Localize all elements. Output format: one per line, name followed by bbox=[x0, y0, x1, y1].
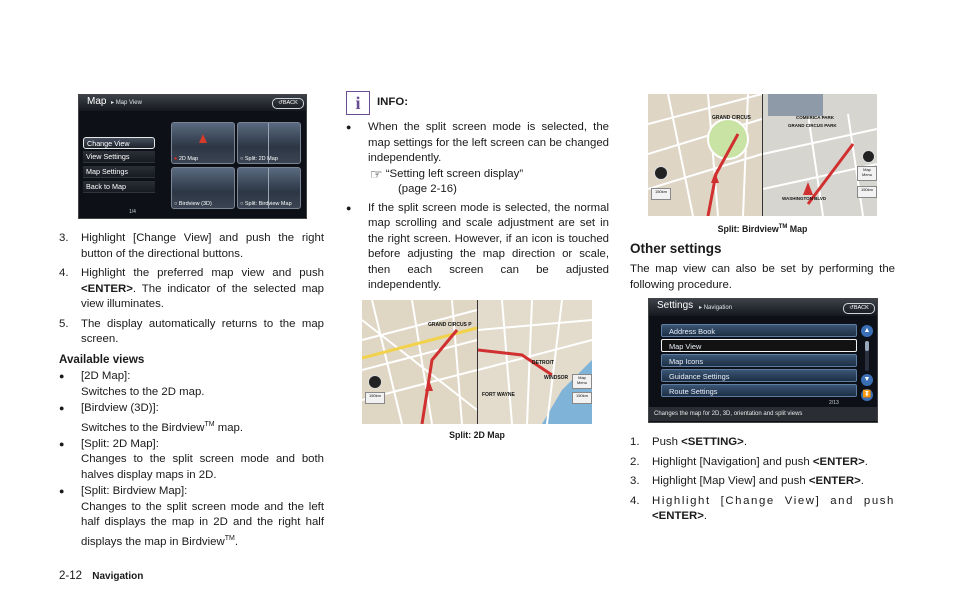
step-text bbox=[652, 435, 895, 451]
map-menu-button[interactable]: Map Menu bbox=[572, 374, 592, 389]
back-label: BACK bbox=[282, 100, 298, 106]
reference-page: (page 2-16) bbox=[398, 183, 457, 195]
tile-label: 2D Map bbox=[178, 156, 199, 162]
view-desc: Switches to the 2D map. bbox=[81, 385, 205, 398]
step-text-pre: Highlight [Change View] and push bbox=[652, 494, 895, 507]
back-label: BACK bbox=[853, 305, 869, 311]
trademark: TM bbox=[778, 224, 788, 231]
status-bar: Changes the map for 2D, 3D, orientation and split views bbox=[649, 407, 877, 421]
tile-split-birdview-map[interactable]: ○ Split: Birdview Map bbox=[237, 167, 301, 209]
bullet-icon: ● bbox=[59, 486, 65, 497]
scrollbar-thumb[interactable] bbox=[865, 341, 869, 351]
bullet-icon: ● bbox=[346, 202, 352, 213]
screen-header bbox=[79, 95, 306, 111]
page-footer bbox=[59, 570, 143, 582]
view-item bbox=[59, 401, 324, 417]
reference-hand-icon: ☞ bbox=[370, 165, 383, 182]
step-text-pre: Push bbox=[652, 436, 682, 448]
bullet-icon: ● bbox=[59, 403, 65, 413]
info-bullet bbox=[346, 201, 609, 294]
tile-birdview-3d[interactable]: ○ Birdview (3D) bbox=[171, 167, 235, 209]
col1-steps bbox=[59, 231, 324, 550]
step-text-pre: Highlight [Navigation] and push bbox=[652, 455, 813, 468]
info-bullet-text: When the split screen mode is selected, the map settings for the left screen can be changed independently. bbox=[368, 121, 609, 164]
step-number: 5. bbox=[59, 317, 69, 330]
setting-key: <SETTING> bbox=[681, 436, 744, 448]
menu-item-change-view[interactable]: Change View bbox=[83, 137, 155, 149]
view-desc-pre: Switches to the Birdview bbox=[81, 421, 205, 434]
step-number: 4. bbox=[630, 494, 640, 507]
scroll-down-icon[interactable]: ▼ bbox=[861, 374, 873, 386]
available-views-heading: Available views bbox=[59, 352, 145, 366]
scroll-down-page-icon[interactable]: ⏬ bbox=[861, 389, 873, 401]
section-name: Navigation bbox=[92, 571, 144, 582]
view-label: [2D Map]: bbox=[81, 370, 131, 382]
compass-icon bbox=[654, 166, 668, 180]
change-view-screenshot bbox=[78, 94, 307, 219]
page-indicator: 1/4 bbox=[129, 209, 136, 215]
menu-item-map-view[interactable]: Map View bbox=[661, 339, 857, 352]
back-button[interactable] bbox=[843, 303, 875, 314]
map-menu-button[interactable]: Map Menu bbox=[857, 166, 877, 181]
map-label: DETROIT bbox=[532, 360, 554, 366]
step-item bbox=[59, 231, 324, 262]
screen-title: Map bbox=[87, 96, 107, 107]
trademark: TM bbox=[224, 534, 235, 542]
settings-screenshot bbox=[648, 298, 878, 423]
back-button[interactable] bbox=[272, 98, 304, 109]
page-number: 2-12 bbox=[59, 570, 83, 582]
info-icon: i bbox=[346, 91, 370, 115]
back-icon: ↺ bbox=[278, 100, 283, 106]
caption-pre: Split: Birdview bbox=[717, 224, 779, 234]
figure-caption: Split: 2D Map bbox=[449, 430, 505, 440]
view-item bbox=[59, 484, 324, 500]
step-text-post: . The indicator of the selected map view illuminates. bbox=[81, 282, 324, 310]
view-item bbox=[59, 369, 324, 385]
scale-button[interactable]: 150km bbox=[365, 392, 385, 404]
tile-arrow-icon bbox=[199, 134, 207, 143]
menu-item-route-settings[interactable]: Route Settings bbox=[661, 384, 857, 397]
map-label: COMERICA PARK bbox=[796, 115, 834, 120]
enter-key: <ENTER> bbox=[808, 475, 861, 487]
screen-title: Settings bbox=[657, 300, 694, 311]
step-item bbox=[630, 455, 895, 471]
trademark: TM bbox=[204, 420, 215, 428]
tile-label: Split: 2D Map bbox=[244, 156, 278, 162]
info-heading: INFO: bbox=[377, 96, 409, 108]
view-desc-post: . bbox=[234, 535, 238, 548]
step-text bbox=[81, 266, 324, 313]
tile-label: Split: Birdview Map bbox=[244, 201, 292, 207]
step-text-post: . bbox=[703, 510, 709, 522]
tile-split-2d-map[interactable]: ○ Split: 2D Map bbox=[237, 122, 301, 164]
view-item bbox=[59, 437, 324, 453]
step-number: 3. bbox=[630, 475, 640, 487]
figure-caption bbox=[648, 224, 877, 234]
step-text-pre: Highlight the preferred map view and push bbox=[81, 267, 324, 279]
step-text-post: . bbox=[864, 455, 868, 468]
screen-subtitle: ▸ Navigation bbox=[699, 305, 733, 311]
menu-item-address-book[interactable]: Address Book bbox=[661, 324, 857, 337]
enter-key: <ENTER> bbox=[812, 455, 865, 468]
split-birdview-map-screenshot bbox=[648, 94, 877, 216]
step-text-post: . bbox=[860, 475, 864, 487]
enter-key: <ENTER> bbox=[81, 282, 133, 295]
scroll-up-icon[interactable]: ▲ bbox=[861, 325, 873, 337]
bullet-icon: ● bbox=[346, 122, 352, 132]
step-number: 2. bbox=[630, 455, 640, 468]
caption-post: Map bbox=[787, 224, 808, 234]
step-item bbox=[630, 435, 895, 451]
compass-icon bbox=[368, 375, 382, 389]
vehicle-marker-icon bbox=[425, 380, 433, 391]
scale-button[interactable]: 150km bbox=[572, 392, 592, 404]
map-label: GRAND CIRCUS bbox=[712, 115, 751, 121]
page-indicator: 2/13 bbox=[829, 400, 839, 406]
scale-button[interactable]: 150km bbox=[651, 188, 671, 200]
menu-item-map-icons[interactable]: Map Icons bbox=[661, 354, 857, 367]
scrollbar[interactable] bbox=[865, 341, 869, 371]
other-settings-intro: The map view can also be set by performing the following procedure. bbox=[630, 263, 895, 291]
other-steps bbox=[630, 435, 895, 525]
step-item bbox=[59, 266, 324, 313]
step-text-post: . bbox=[743, 436, 747, 448]
vehicle-marker-icon bbox=[711, 172, 719, 183]
info-body bbox=[346, 120, 609, 294]
view-desc-pre: Changes to the split screen mode and the left half displays the map in 2D and the right half displays the map in Birdview bbox=[81, 500, 324, 548]
menu-item-map-settings[interactable]: Map Settings bbox=[83, 166, 155, 178]
map-label: FORT WAYNE bbox=[482, 392, 515, 398]
compass-icon bbox=[862, 150, 875, 163]
view-desc: Changes to the split screen mode and both halves display maps in 2D. bbox=[81, 453, 324, 481]
step-number: 4. bbox=[59, 267, 69, 279]
step-item bbox=[630, 494, 895, 525]
map-label: GRAND CIRCUS PARK bbox=[788, 123, 837, 128]
view-desc-post: map. bbox=[214, 421, 244, 434]
menu-item-back-to-map[interactable]: Back to Map bbox=[83, 181, 155, 193]
screen-subtitle-text: Navigation bbox=[703, 305, 733, 311]
tile-2d-map[interactable] bbox=[171, 122, 235, 164]
view-label: [Split: Birdview Map]: bbox=[81, 485, 188, 498]
back-icon: ↺ bbox=[849, 305, 854, 311]
step-text bbox=[652, 474, 895, 490]
view-desc bbox=[59, 500, 324, 550]
map-label: WASHINGTON BLVD bbox=[782, 196, 827, 201]
step-number: 3. bbox=[59, 232, 69, 244]
step-item bbox=[59, 317, 324, 348]
map-roads bbox=[648, 94, 877, 216]
view-label: [Birdview (3D)]: bbox=[81, 402, 159, 414]
view-desc bbox=[59, 417, 324, 436]
screen-header bbox=[649, 299, 877, 316]
step-number: 1. bbox=[630, 436, 640, 448]
menu-item-view-settings[interactable]: View Settings bbox=[83, 151, 155, 163]
other-settings-heading: Other settings bbox=[630, 241, 722, 256]
page-reference bbox=[346, 167, 609, 198]
bullet-icon: ● bbox=[59, 438, 65, 449]
step-text: The display automatically returns to the map screen. bbox=[81, 317, 324, 345]
screen-subtitle: ▸ Map View bbox=[111, 100, 142, 106]
step-text bbox=[652, 455, 895, 471]
map-label: GRAND CIRCUS P bbox=[428, 322, 472, 328]
vehicle-marker-icon bbox=[803, 182, 813, 195]
tile-label: Birdview (3D) bbox=[178, 201, 212, 207]
reference-text: “Setting left screen display” bbox=[385, 167, 524, 180]
info-bullet bbox=[346, 120, 609, 167]
map-label: WINDSOR bbox=[544, 375, 569, 381]
selected-indicator-icon: ● bbox=[174, 156, 178, 162]
step-item bbox=[630, 474, 895, 490]
menu-item-guidance-settings[interactable]: Guidance Settings bbox=[661, 369, 857, 382]
step-text-pre: Highlight [Map View] and push bbox=[652, 475, 809, 487]
step-text: Highlight [Change View] and push the right button of the directional buttons. bbox=[81, 232, 324, 260]
bullet-icon: ● bbox=[59, 371, 65, 381]
split-2d-map-screenshot bbox=[362, 300, 592, 424]
map-roads bbox=[362, 300, 592, 424]
enter-key: <ENTER> bbox=[652, 510, 704, 522]
screen-subtitle-text: Map View bbox=[115, 100, 142, 106]
step-text bbox=[652, 494, 895, 525]
view-label: [Split: 2D Map]: bbox=[81, 437, 159, 450]
info-bullet-text: If the split screen mode is selected, the normal map scrolling and scale adjustment are set in the right screen. However, if an icon is touched before adjusting the map direction or scale, then each screen can be adjusted independently. bbox=[368, 201, 609, 291]
scale-button[interactable]: 150km bbox=[857, 186, 877, 198]
